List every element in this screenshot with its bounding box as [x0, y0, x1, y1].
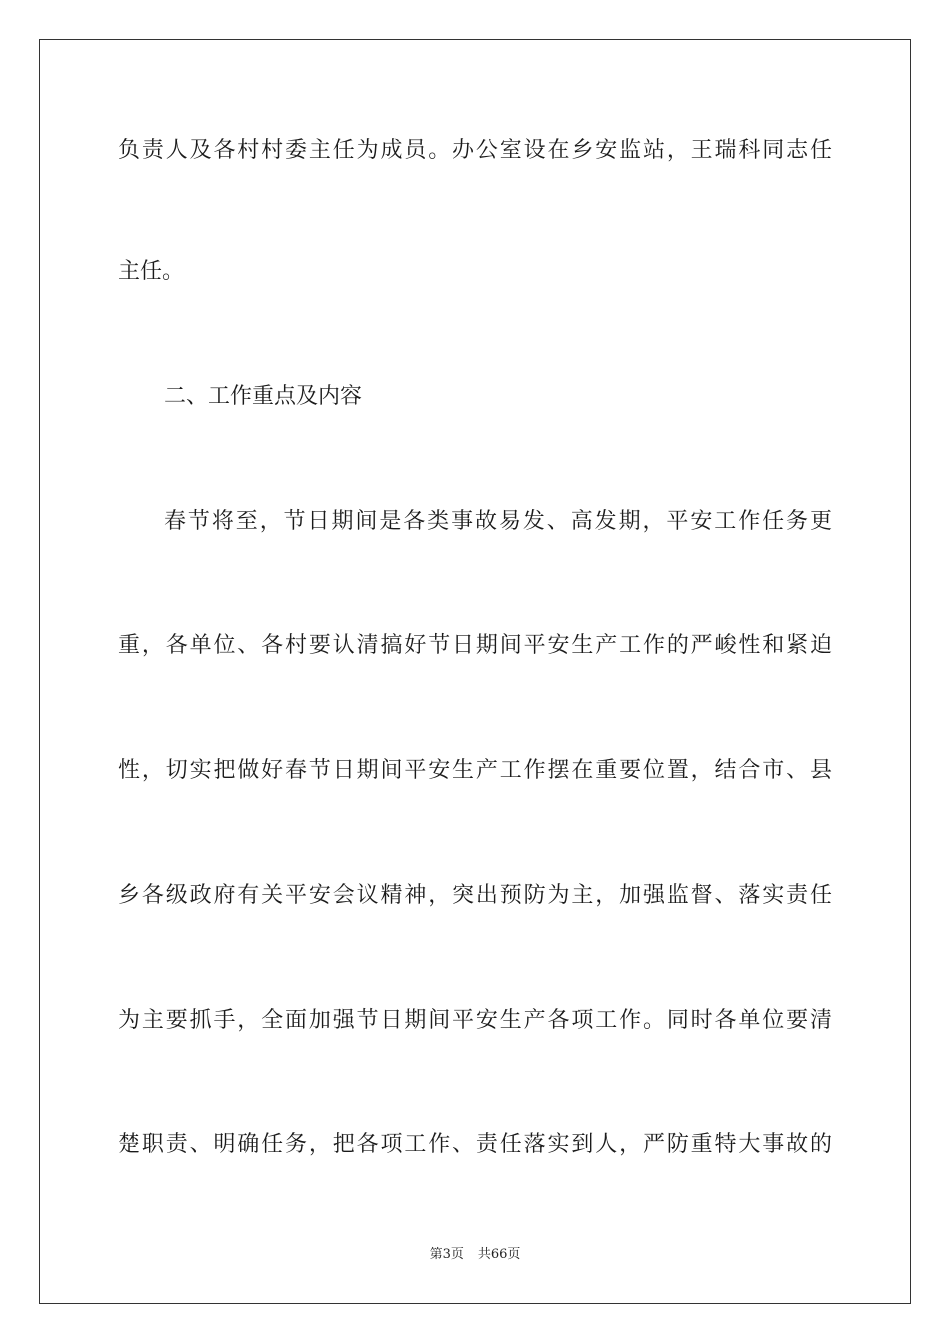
text-line: 主任。 [118, 259, 185, 284]
page-number: 第3页 [429, 1247, 464, 1262]
text-line: 乡各级政府有关平安会议精神，突出预防为主，加强监督、落实责任 [118, 883, 832, 908]
text-line: 楚职责、明确任务，把各项工作、责任落实到人，严防重特大事故的 [118, 1132, 832, 1157]
page-footer [0, 1246, 950, 1264]
section-heading: 二、工作重点及内容 [164, 384, 363, 409]
text-line: 为主要抓手，全面加强节日期间平安生产各项工作。同时各单位要清 [118, 1008, 832, 1033]
text-line: 重，各单位、各村要认清搞好节日期间平安生产工作的严峻性和紧迫 [118, 633, 832, 658]
page-total: 共66页 [477, 1247, 521, 1262]
text-line: 春节将至，节日期间是各类事故易发、高发期，平安工作任务更 [164, 509, 832, 534]
page-border [39, 39, 911, 1304]
text-line: 负责人及各村村委主任为成员。办公室设在乡安监站，王瑞科同志任 [118, 138, 832, 163]
text-line: 性，切实把做好春节日期间平安生产工作摆在重要位置，结合市、县 [118, 758, 832, 783]
